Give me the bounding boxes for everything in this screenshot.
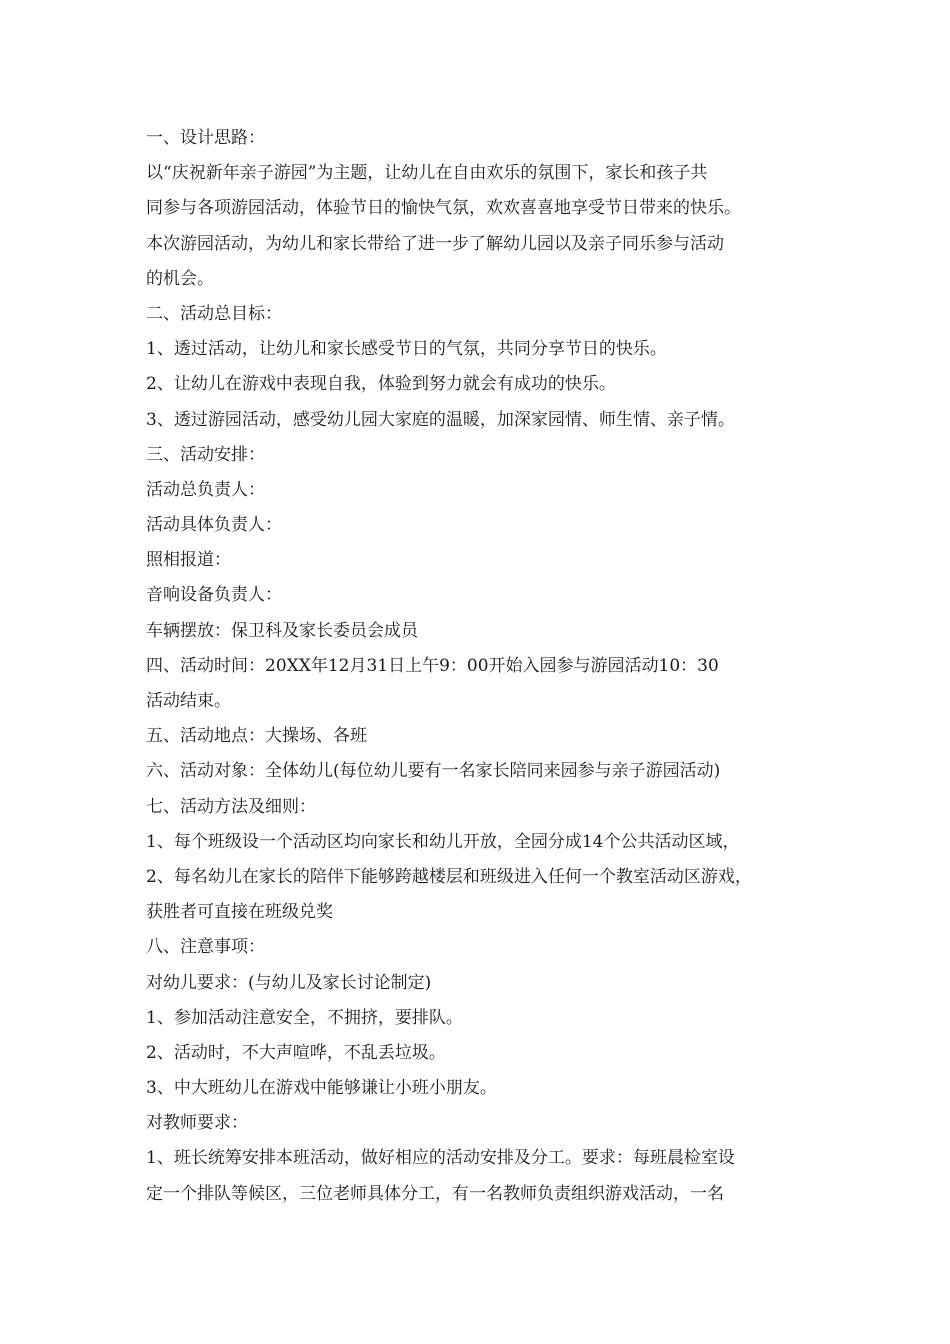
paragraph-line: 获胜者可直接在班级兑奖: [146, 902, 333, 923]
list-item: 1、每个班级设一个活动区均向家长和幼儿开放，全园分成14个公共活动区域，: [146, 831, 740, 852]
list-item: 2、让幼儿在游戏中表现自我，体验到努力就会有成功的快乐。: [146, 374, 616, 395]
paragraph-line: 音响设备负责人：: [146, 585, 282, 606]
list-item: 1、参加活动注意安全，不拥挤，要排队。: [146, 1007, 463, 1028]
list-item: 2、每名幼儿在家长的陪伴下能够跨越楼层和班级进入任何一个教室活动区游戏，: [146, 866, 752, 887]
list-item: 3、透过游园活动，感受幼儿园大家庭的温暖，加深家园情、师生情、亲子情。: [146, 409, 735, 430]
paragraph-line: 的机会。: [146, 268, 214, 289]
paragraph-line: 定一个排队等候区，三位老师具体分工，有一名教师负责组织游戏活动，一名: [146, 1183, 724, 1204]
heading-overall-goals: 二、活动总目标：: [146, 303, 282, 324]
heading-design-idea: 一、设计思路：: [146, 128, 265, 148]
heading-notes: 八、注意事项：: [146, 937, 265, 958]
paragraph-line: 车辆摆放：保卫科及家长委员会成员: [146, 620, 418, 641]
paragraph-line: 对幼儿要求：(与幼儿及家长讨论制定): [146, 972, 432, 993]
list-item: 1、班长统筹安排本班活动，做好相应的活动安排及分工。要求：每班晨检室设: [146, 1148, 735, 1169]
paragraph-line: 本次游园活动，为幼儿和家长带给了进一步了解幼儿园以及亲子同乐参与活动: [146, 233, 724, 254]
heading-arrangement: 三、活动安排：: [146, 444, 265, 465]
paragraph-line: 同参与各项游园活动，体验节日的愉快气氛，欢欢喜喜地享受节日带来的快乐。: [146, 198, 741, 219]
heading-location: 五、活动地点：大操场、各班: [146, 726, 367, 747]
paragraph-line: 活动具体负责人：: [146, 515, 282, 536]
paragraph-line: 活动总负责人：: [146, 479, 265, 500]
heading-participants: 六、活动对象：全体幼儿(每位幼儿要有一名家长陪同来园参与亲子游园活动): [146, 761, 721, 782]
paragraph-line: 对教师要求：: [146, 1113, 248, 1134]
paragraph-line: 活动结束。: [146, 691, 231, 711]
list-item: 3、中大班幼儿在游戏中能够谦让小班小朋友。: [146, 1078, 497, 1099]
list-item: 2、活动时，不大声喧哗，不乱丢垃圾。: [146, 1042, 446, 1063]
heading-time: 四、活动时间：20XX年12月31日上午9：00开始入园参与游园活动10：30: [146, 655, 719, 676]
paragraph-line: 照相报道：: [146, 550, 231, 571]
document-body: [146, 121, 826, 1212]
heading-methods: 七、活动方法及细则：: [146, 796, 316, 817]
list-item: 1、透过活动，让幼儿和家长感受节日的气氛，共同分享节日的快乐。: [146, 339, 667, 360]
paragraph-line: 以“庆祝新年亲子游园”为主题，让幼儿在自由欢乐的氛围下，家长和孩子共: [146, 163, 708, 184]
